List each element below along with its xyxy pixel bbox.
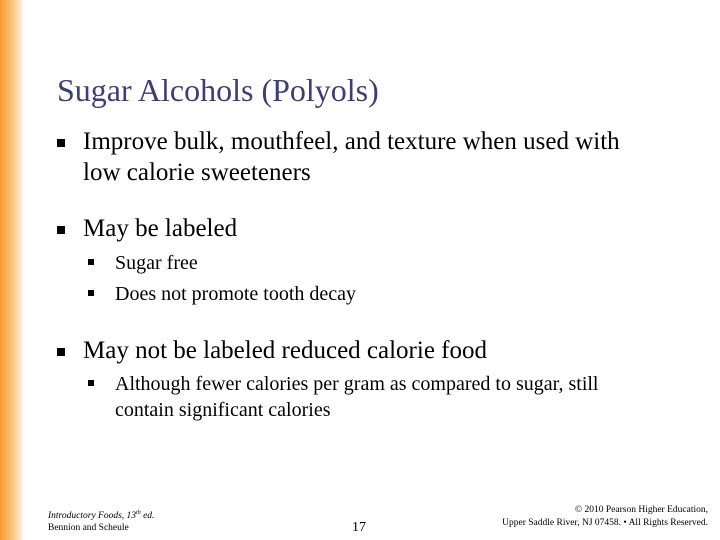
sub-bullet-item <box>88 371 599 423</box>
book-edition-suffix: ed. <box>140 511 155 522</box>
bullet-item <box>57 126 620 188</box>
footer-book-info <box>48 507 154 534</box>
footer-copyright <box>502 504 708 530</box>
bullet-item <box>57 335 487 366</box>
bullet-text: May not be labeled reduced calorie food <box>83 337 487 364</box>
sub-bullet-text-line: Although fewer calories per gram as compared to sugar, still <box>115 373 599 395</box>
sub-bullet-text-line: contain significant calories <box>115 399 331 421</box>
sub-bullet-text <box>115 371 599 423</box>
square-bullet-icon <box>57 139 65 147</box>
sub-bullet-item <box>88 281 356 307</box>
square-bullet-icon <box>88 380 94 386</box>
square-bullet-icon <box>57 226 65 234</box>
book-title: Introductory Foods, 13 <box>48 511 137 522</box>
bullet-text-line: low calorie sweeteners <box>83 159 311 186</box>
bullet-text <box>83 126 620 188</box>
bullet-text: May be labeled <box>83 215 238 242</box>
side-accent-band <box>0 0 24 540</box>
sub-bullet-item <box>88 250 198 276</box>
page-number: 17 <box>352 520 366 535</box>
slide-title: Sugar Alcohols (Polyols) <box>57 72 379 108</box>
square-bullet-icon <box>88 259 94 265</box>
bullet-item <box>57 213 237 244</box>
bullet-text-line: Improve bulk, mouthfeel, and texture when used with <box>83 128 620 155</box>
copyright-line: © 2010 Pearson Higher Education, <box>574 505 708 515</box>
book-edition-superscript: th <box>136 510 141 516</box>
copyright-line: Upper Saddle River, NJ 07458. • All Rights Reserved. <box>502 518 708 528</box>
sub-bullet-text: Sugar free <box>115 252 198 274</box>
footer-authors: Bennion and Scheule <box>48 523 129 534</box>
square-bullet-icon <box>88 290 94 296</box>
footer-book-title-line <box>48 507 154 522</box>
square-bullet-icon <box>57 348 65 356</box>
sub-bullet-text: Does not promote tooth decay <box>115 283 357 305</box>
